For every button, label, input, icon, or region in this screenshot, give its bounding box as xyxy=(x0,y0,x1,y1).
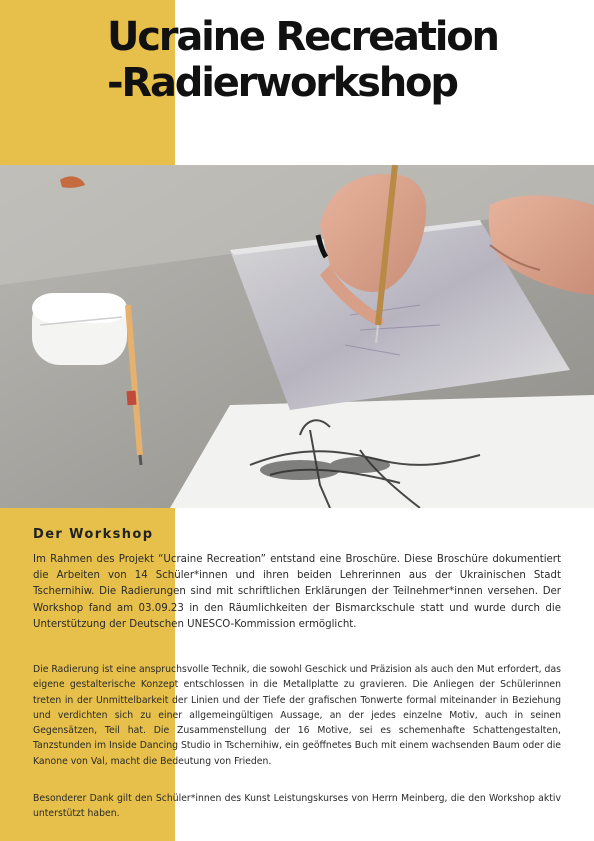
section-heading: Der Workshop xyxy=(33,527,154,542)
paragraph-technique: Die Radierung ist eine anspruchsvolle Technik, die sowohl Geschick und Präzision als auch den Mut erfordert, das eigene gestalterische Konzept entschlossen in die Metallplatte zu gravieren. Die Anliegen der Schülerinnen treten in der Unmittelbarkeit der Linien und der Tiefe der grafischen Tonwerte formal miteinander in Beziehung und verdichten sich zu einer allgemeingültigen Aussage, an der jedes einzelne Motiv, auch in seinen Gegensätzen, Teil hat. Die Zusammenstellung der 16 Motive, sei es schemenhafte Schattengestalten, Tanzstunden im Inside Dancing Studio in Tschernihiw, ein geöffnetes Buch mit einem wachsenden Baum oder die Kanone von Val, macht die Bedeutung von Frieden. xyxy=(33,664,561,767)
paragraph-intro: Im Rahmen des Projekt “Ucraine Recreation” entstand eine Broschüre. Diese Broschüre dokumentiert die Arbeiten von 14 Schüler*innen und ihren beiden Lehrerinnen aus der Ukrainischen Stadt Tschernihiw. Die Radierungen sind mit schriftlichen Erklärungen der Teilnehmer*innen versehen. Der Workshop fand am 03.09.23 in den Räumlichkeiten der Bismarckschule statt und wurde durch die Unterstützung der Deutschen UNESCO-Kommission ermöglicht. xyxy=(33,554,561,630)
title-line-2: -Radierworkshop xyxy=(107,60,457,106)
page-title xyxy=(107,14,498,106)
paragraph-thanks: Besonderer Dank gilt den Schüler*innen des Kunst Leistungskurses von Herrn Meinberg, die den Workshop aktiv unterstützt haben. xyxy=(33,793,561,820)
workshop-photo xyxy=(0,165,594,508)
title-line-1: Ucraine Recreation xyxy=(107,14,498,60)
